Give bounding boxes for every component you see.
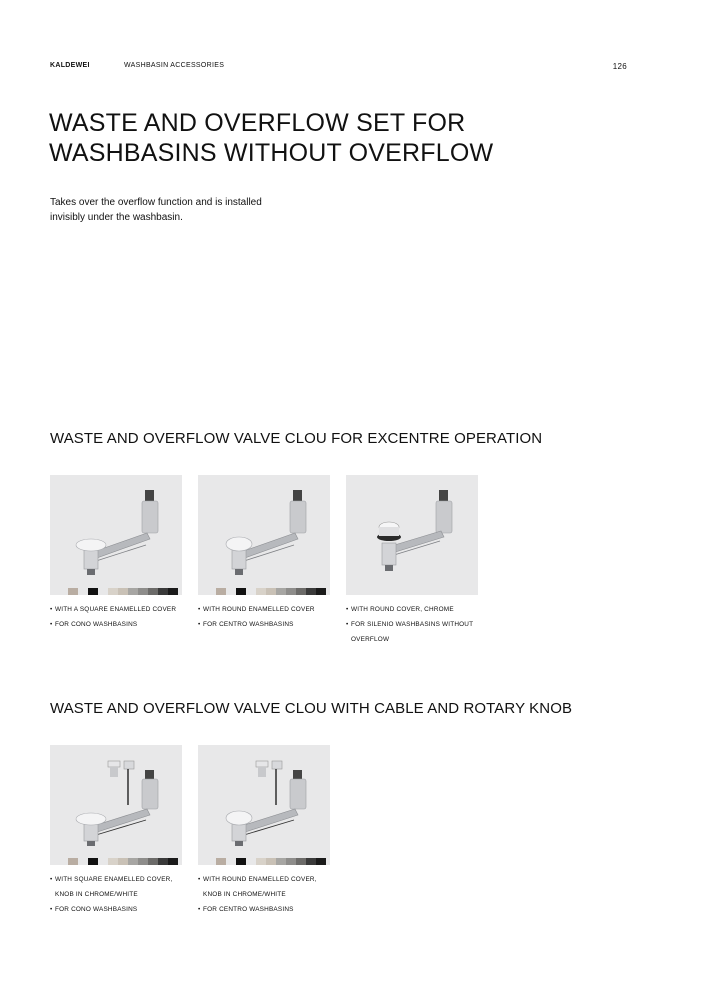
product-card-round-cover <box>198 475 330 632</box>
bullet-item-continuation: OVERFLOW <box>351 636 390 643</box>
color-swatch-strip <box>58 588 178 595</box>
bullet-item: • FOR CENTRO WASHBASINS <box>198 902 330 917</box>
bullet-item: • WITH ROUND COVER, CHROME <box>346 602 478 617</box>
product-photo-round-cover <box>198 475 330 595</box>
brand-name: KALDEWEI <box>50 62 90 69</box>
product-bullets <box>50 602 182 632</box>
intro-line-1: Takes over the overflow function and is installed <box>50 197 262 208</box>
product-bullets <box>198 872 330 917</box>
intro-line-2: invisibly under the washbasin. <box>50 212 183 223</box>
bullet-item: • FOR CENTRO WASHBASINS <box>198 617 330 632</box>
bullet-item: • WITH ROUND ENAMELLED COVER <box>198 602 330 617</box>
section-heading-rotary-knob: WASTE AND OVERFLOW VALVE CLOU WITH CABLE AND ROTARY KNOB <box>50 700 573 717</box>
page-header <box>50 62 627 74</box>
valve-square-cover-illustration <box>50 475 182 595</box>
bullet-item-continuation: KNOB IN CHROME/WHITE <box>55 891 138 898</box>
product-photo-chrome-cover <box>346 475 478 595</box>
valve-round-cover-knob-illustration <box>198 745 330 865</box>
section-heading-excentre: WASTE AND OVERFLOW VALVE CLOU FOR EXCENTRE OPERATION <box>50 430 543 447</box>
valve-chrome-cover-illustration <box>346 475 478 595</box>
product-photo-round-cover-knob <box>198 745 330 865</box>
color-swatch-strip <box>206 588 326 595</box>
bullet-item: • WITH ROUND ENAMELLED COVER, <box>198 872 330 887</box>
product-card-round-cover-knob <box>198 745 330 917</box>
product-card-chrome-cover <box>346 475 478 647</box>
valve-square-cover-knob-illustration <box>50 745 182 865</box>
bullet-item: • FOR CONO WASHBASINS <box>50 902 182 917</box>
bullet-item-continuation: KNOB IN CHROME/WHITE <box>203 891 286 898</box>
page-title <box>49 108 493 168</box>
page-number: 126 <box>612 62 627 71</box>
section-name: WASHBASIN ACCESSORIES <box>124 62 225 69</box>
product-card-square-cover-knob <box>50 745 182 917</box>
bullet-item: • WITH SQUARE ENAMELLED COVER, <box>50 872 182 887</box>
product-photo-square-cover-knob <box>50 745 182 865</box>
bullet-item: • FOR CONO WASHBASINS <box>50 617 182 632</box>
product-photo-square-cover <box>50 475 182 595</box>
product-card-square-cover <box>50 475 182 632</box>
color-swatch-strip <box>206 858 326 865</box>
product-bullets <box>198 602 330 632</box>
page-title-line-2: WASHBASINS WITHOUT OVERFLOW <box>49 139 494 167</box>
page-title-line-1: WASTE AND OVERFLOW SET FOR <box>49 109 466 137</box>
product-bullets <box>346 602 478 647</box>
bullet-item: • WITH A SQUARE ENAMELLED COVER <box>50 602 182 617</box>
product-bullets <box>50 872 182 917</box>
bullet-item: • FOR SILENIO WASHBASINS WITHOUT <box>346 617 478 632</box>
color-swatch-strip <box>58 858 178 865</box>
valve-round-cover-illustration <box>198 475 330 595</box>
intro-text <box>50 195 310 225</box>
